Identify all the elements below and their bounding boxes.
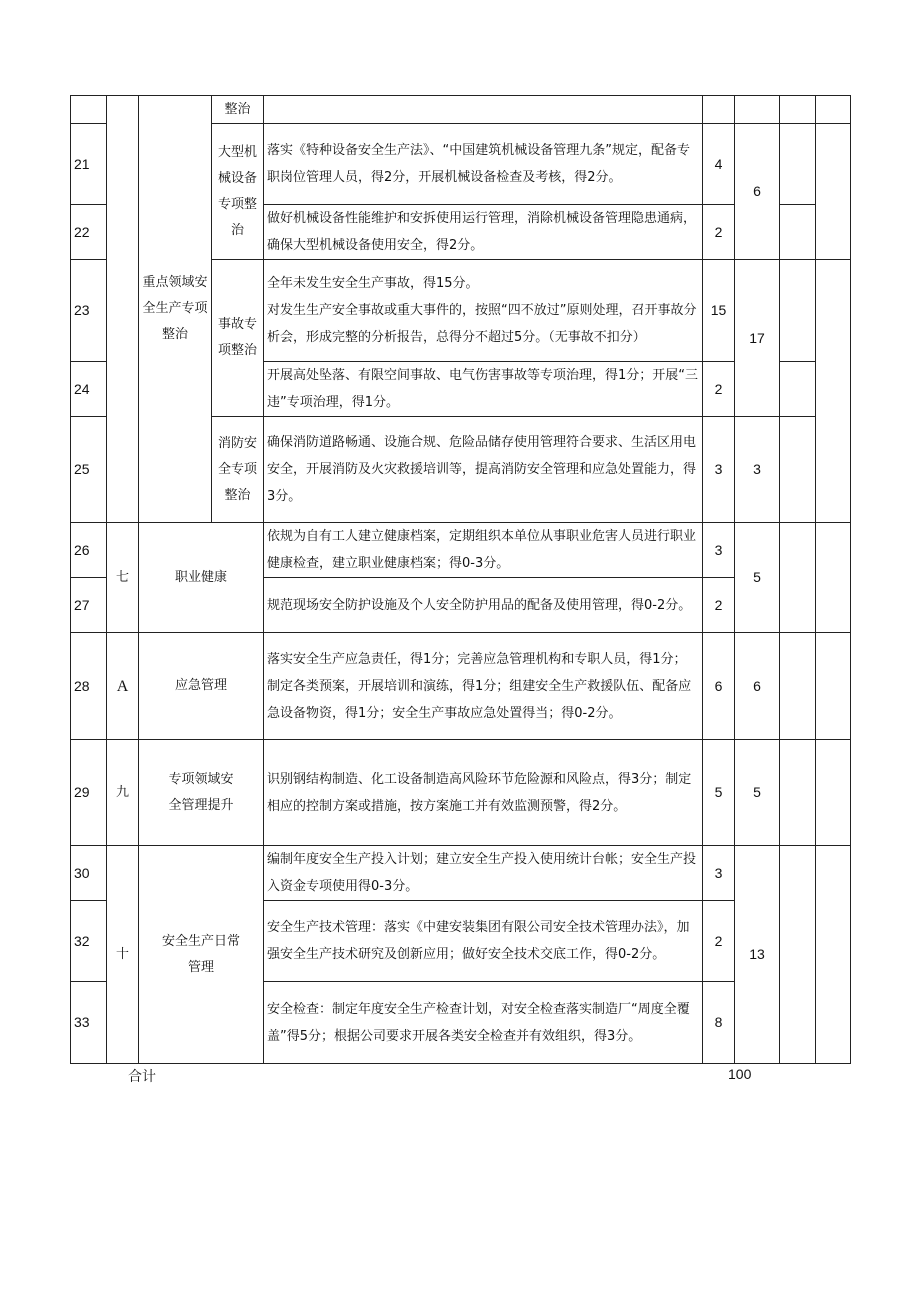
criteria-text: [264, 96, 703, 124]
total-label: 合计: [128, 1069, 156, 1085]
subsection-name: 整治: [212, 96, 264, 124]
criteria-text: 全年未发生安全生产事故，得15分。 对发生生产安全事故或重大事件的，按照“四不放过”原则处理，召开事故分析会，形成完整的分析报告，总得分不超过5分。（无事故不扣分）: [264, 260, 703, 362]
score-value: 2: [703, 205, 735, 260]
subtotal-value: 6: [735, 633, 780, 740]
blank-cell: [780, 362, 816, 417]
section-index: 九: [107, 740, 139, 846]
subtotal-value: 5: [735, 523, 780, 633]
table-row: [71, 740, 851, 846]
row-number: 21: [71, 124, 107, 205]
criteria-text: 确保消防道路畅通、设施合规、危险品储存使用管理符合要求、生活区用电安全，开展消防及火灾救援培训等，提高消防安全管理和应急处置能力，得3分。: [264, 417, 703, 523]
blank-cell: [780, 740, 816, 846]
score-value: 3: [703, 523, 735, 578]
section-index: [107, 96, 139, 523]
section-name: 职业健康: [139, 523, 264, 633]
subtotal-value: 6: [735, 124, 780, 260]
section-name: 重点领域安全生产专项整治: [139, 96, 212, 523]
section-index: A: [107, 633, 139, 740]
section-name: 安全生产日常管理: [139, 846, 264, 1064]
score-value: 3: [703, 417, 735, 523]
table-row: [71, 633, 851, 740]
criteria-text: 安全检查：制定年度安全生产检查计划，对安全检查落实制造厂“周度全覆盖”得5分；根据公司要求开展各类安全检查并有效组织，得3分。: [264, 982, 703, 1064]
blank-cell: [816, 846, 851, 1064]
score-value: 5: [703, 740, 735, 846]
blank-cell: [780, 124, 816, 205]
criteria-text: 安全生产技术管理：落实《中建安装集团有限公司安全技术管理办法》，加强安全生产技术研究及创新应用；做好安全技术交底工作，得0-2分。: [264, 901, 703, 982]
row-number: 29: [71, 740, 107, 846]
blank-cell: [780, 523, 816, 633]
score-value: 2: [703, 578, 735, 633]
row-number: 26: [71, 523, 107, 578]
score-value: 6: [703, 633, 735, 740]
score-value: 2: [703, 901, 735, 982]
blank-cell: [816, 260, 851, 523]
section-name: 应急管理: [139, 633, 264, 740]
subtotal-value: 17: [735, 260, 780, 417]
score-value: [703, 96, 735, 124]
criteria-text: 规范现场安全防护设施及个人安全防护用品的配备及使用管理，得0-2分。: [264, 578, 703, 633]
subtotal-value: [735, 96, 780, 124]
subsection-name: 大型机械设备专项整治: [212, 124, 264, 260]
row-number: 33: [71, 982, 107, 1064]
section-index: 十: [107, 846, 139, 1064]
row-number: 22: [71, 205, 107, 260]
score-value: 15: [703, 260, 735, 362]
subtotal-value: 13: [735, 846, 780, 1064]
blank-cell: [780, 417, 816, 523]
blank-cell: [780, 205, 816, 260]
table-row: [71, 96, 851, 124]
blank-cell: [816, 740, 851, 846]
blank-cell: [816, 633, 851, 740]
row-number: 25: [71, 417, 107, 523]
criteria-text: 落实安全生产应急责任，得1分；完善应急管理机构和专职人员，得1分；制定各类预案，开展培训和演练，得1分；组建安全生产救援队伍、配备应急设备物资，得1分；安全生产事故应急处置得当；得0-2分。: [264, 633, 703, 740]
row-number: [71, 96, 107, 124]
score-value: 8: [703, 982, 735, 1064]
blank-cell: [816, 124, 851, 260]
criteria-text: 识别钢结构制造、化工设备制造高风险环节危险源和风险点，得3分；制定相应的控制方案或措施，按方案施工并有效监测预警，得2分。: [264, 740, 703, 846]
table-row: [71, 846, 851, 901]
row-number: 30: [71, 846, 107, 901]
subtotal-value: 5: [735, 740, 780, 846]
total-value: 100: [728, 1066, 752, 1082]
blank-cell: [816, 96, 851, 124]
blank-cell: [780, 846, 816, 1064]
blank-cell: [780, 96, 816, 124]
criteria-text: 做好机械设备性能维护和安拆使用运行管理，消除机械设备管理隐患通病，确保大型机械设备使用安全，得2分。: [264, 205, 703, 260]
row-number: 28: [71, 633, 107, 740]
blank-cell: [780, 633, 816, 740]
table-row: [71, 523, 851, 578]
row-number: 27: [71, 578, 107, 633]
blank-cell: [816, 523, 851, 633]
criteria-text: 依规为自有工人建立健康档案，定期组织本单位从事职业危害人员进行职业健康检查，建立职业健康档案；得0-3分。: [264, 523, 703, 578]
section-index: 七: [107, 523, 139, 633]
criteria-text: 开展高处坠落、有限空间事故、电气伤害事故等专项治理，得1分；开展“三违”专项治理，得1分。: [264, 362, 703, 417]
blank-cell: [780, 260, 816, 362]
subsection-name: 消防安全专项整治: [212, 417, 264, 523]
score-value: 3: [703, 846, 735, 901]
criteria-text: 编制年度安全生产投入计划；建立安全生产投入使用统计台帐；安全生产投入资金专项使用得0-3分。: [264, 846, 703, 901]
row-number: 23: [71, 260, 107, 362]
score-table: [70, 95, 851, 1064]
score-value: 2: [703, 362, 735, 417]
section-name: 专项领域安全管理提升: [139, 740, 264, 846]
score-value: 4: [703, 124, 735, 205]
row-number: 24: [71, 362, 107, 417]
subsection-name: 事故专项整治: [212, 260, 264, 417]
row-number: 32: [71, 901, 107, 982]
subtotal-value: 3: [735, 417, 780, 523]
criteria-text: 落实《特种设备安全生产法》、“中国建筑机械设备管理九条”规定，配备专职岗位管理人员，得2分，开展机械设备检查及考核，得2分。: [264, 124, 703, 205]
